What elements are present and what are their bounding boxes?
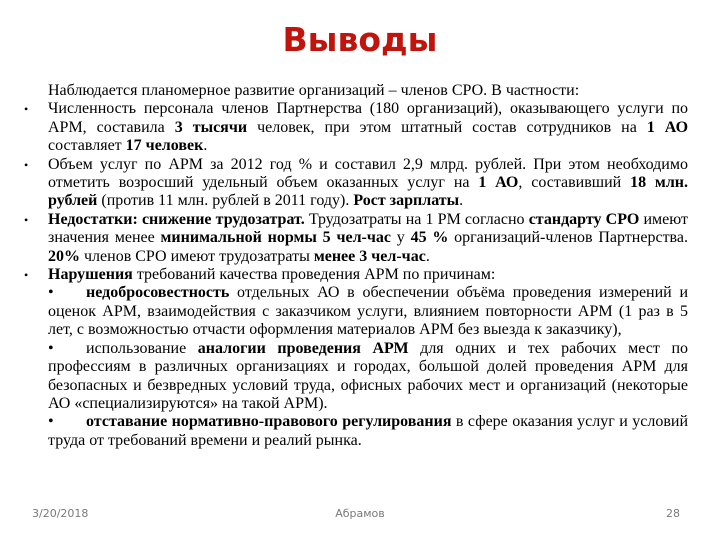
sub-bullet-icon: • [48, 339, 54, 357]
footer-page-number: 28 [666, 507, 680, 520]
list-item: • Численность персонала членов Партнерства (180 организаций), оказывающего услуги по АРМ, составила 3 тысячи человек, при этом штатный состав сотрудников на 1 АО составляет 17 человек. [24, 100, 689, 155]
list-item: • Недостатки: снижение трудозатрат. Трудозатраты на 1 РМ согласно стандарту СРО имеют значения менее минимальной нормы 5 чел-час у 45 % организаций-членов Партнерства. 20% членов СРО имеют трудозатраты менее 3 чел-час. [24, 210, 689, 265]
footer-date: 3/20/2018 [32, 507, 89, 520]
slide-body [24, 82, 689, 450]
sub-bullet-icon: • [48, 284, 54, 302]
sub-list-item: • использование аналогии проведения АРМ для одних и тех рабочих мест по профессиям в различных организациях и городах, большой долей проведения АРМ для безопасных и безвредных условий труда, офисных рабочих мест и организаций (некоторые АО «специализируются» на такой АРМ). [48, 339, 689, 412]
bullet-icon: • [24, 212, 29, 227]
footer-author: Абрамов [335, 507, 385, 520]
intro-text: Наблюдается планомерное развитие организаций – членов СРО. В частности: [48, 82, 580, 99]
bullet-icon: • [24, 102, 29, 117]
sub-list-item: • недобросовестность отдельных АО в обеспечении объёма проведения измерений и оценок АРМ, взаимодействия с заказчиком услуги, влиянием повторности АРМ (1 раз в 5 лет, с возможностью отчасти оформления материалов АРМ без выезда к заказчику), [48, 284, 688, 339]
list-item: • Объем услуг по АРМ за 2012 год % и составил 2,9 млрд. рублей. При этом необходимо отметить возросший удельный объем оказанных услуг на 1 АО, составивший 18 млн. рублей (против 11 млн. рублей в 2011 году). Рост зарплаты. [24, 155, 689, 210]
sub-list-item: • отставание нормативно-правового регулирования в сфере оказания услуг и условий труда от требований времени и реалий рынка. [48, 413, 689, 449]
sub-bullet-icon: • [48, 413, 54, 431]
bullet-icon: • [24, 268, 29, 283]
slide-title: Выводы [282, 20, 438, 59]
list-item: • Нарушения требований качества проведения АРМ по причинам: [24, 266, 496, 284]
bullet-icon: • [24, 157, 29, 172]
